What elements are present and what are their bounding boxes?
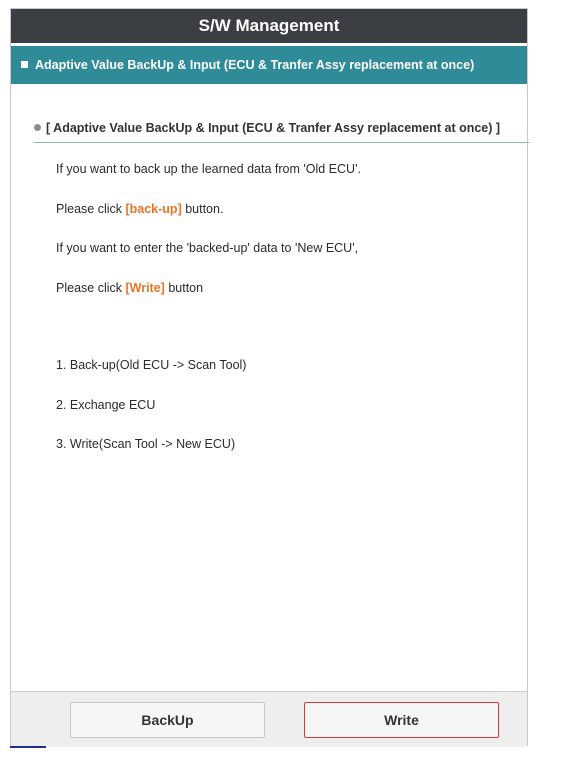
instruction-text: Please click	[56, 281, 126, 295]
section-header	[11, 46, 527, 84]
instruction-text: If you want to back up the learned data from 'Old ECU'.	[56, 162, 361, 176]
step-item-2: 2. Exchange ECU	[56, 398, 156, 412]
instruction-line-2	[56, 202, 223, 216]
dot-bullet-icon	[34, 124, 41, 131]
corner-accent	[10, 746, 46, 748]
content-heading-text: [ Adaptive Value BackUp & Input (ECU & Tranfer Assy replacement at once) ]	[46, 121, 501, 135]
window-title: S/W Management	[11, 9, 527, 43]
button-bar	[11, 691, 527, 747]
section-title: Adaptive Value BackUp & Input (ECU & Tranfer Assy replacement at once)	[35, 58, 475, 72]
instruction-line-1	[56, 162, 361, 176]
write-button[interactable]: Write	[304, 702, 499, 738]
instruction-text: If you want to enter the 'backed-up' data to 'New ECU',	[56, 241, 359, 255]
instruction-text: button	[164, 281, 204, 295]
content-heading	[34, 121, 529, 143]
backup-highlight: [back-up]	[125, 202, 182, 216]
instruction-text: button.	[181, 202, 224, 216]
instruction-line-3	[56, 241, 358, 255]
square-bullet-icon	[21, 61, 28, 68]
content-area	[11, 86, 527, 696]
backup-button[interactable]: BackUp	[70, 702, 265, 738]
instruction-line-4	[56, 281, 203, 295]
write-highlight: [Write]	[125, 281, 165, 295]
step-item-3: 3. Write(Scan Tool -> New ECU)	[56, 437, 236, 451]
step-item-1: 1. Back-up(Old ECU -> Scan Tool)	[56, 358, 247, 372]
sw-management-window	[10, 8, 528, 746]
instruction-text: Please click	[56, 202, 126, 216]
